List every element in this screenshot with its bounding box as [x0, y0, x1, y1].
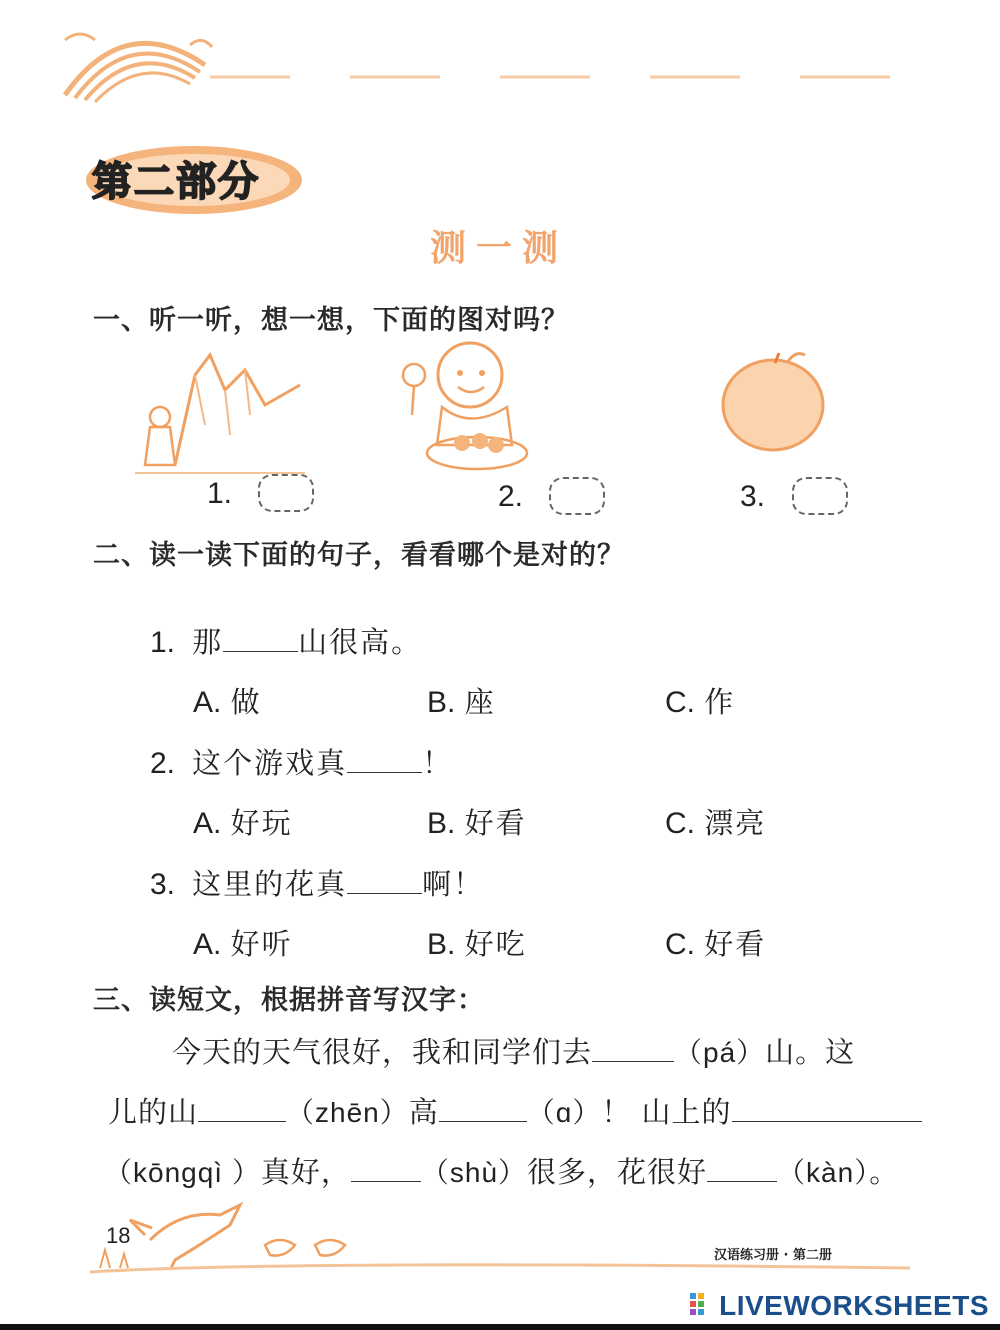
question-3	[150, 862, 484, 903]
question-text-after: 山很高。	[298, 625, 423, 659]
part-title: 第二部分	[92, 159, 260, 205]
option-1a[interactable]: A. 做	[193, 685, 262, 719]
rainbow-decoration	[55, 10, 215, 105]
item3-answer-box[interactable]	[792, 477, 848, 515]
question-text-after: 啊！	[422, 867, 485, 901]
item2-answer-box[interactable]	[549, 477, 605, 515]
passage-line-3: （kōngqì ）真好， （shù）很多，花很好 （kàn）。	[104, 1155, 900, 1189]
question-number: 3.	[150, 868, 176, 901]
option-1b[interactable]: B. 座	[427, 685, 496, 719]
question-text-before: 这里的花真	[192, 867, 348, 901]
option-3c[interactable]: C. 好看	[665, 927, 767, 961]
answer-blank[interactable]	[439, 1095, 527, 1122]
mountain-girl-illustration-icon	[135, 345, 305, 480]
page-subtitle: 测一测	[430, 227, 569, 269]
section1-heading: 一、听一听，想一想，下面的图对吗？	[93, 305, 569, 336]
option-2b[interactable]: B. 好看	[427, 806, 527, 840]
answer-blank[interactable]	[351, 1155, 421, 1182]
passage-line-2: 儿的山 （zhēn）高 （ɑ）！ 山上的	[108, 1090, 922, 1131]
option-3b[interactable]: B. 好吃	[427, 927, 527, 961]
question-number: 1.	[150, 626, 176, 659]
book-title: 汉语练习册 · 第二册	[714, 1248, 832, 1263]
option-2a[interactable]: A. 好玩	[193, 806, 293, 840]
answer-blank[interactable]	[347, 746, 422, 773]
answer-blank[interactable]	[347, 867, 422, 894]
section2-heading: 二、读一读下面的句子，看看哪个是对的？	[93, 540, 625, 571]
item3-number: 3.	[740, 480, 766, 513]
orange-illustration-icon	[715, 345, 835, 455]
child-with-fruit-illustration-icon	[392, 335, 542, 480]
question-1	[150, 620, 422, 661]
answer-blank[interactable]	[707, 1155, 777, 1182]
answer-blank[interactable]	[592, 1035, 674, 1062]
question-number: 2.	[150, 747, 176, 780]
brand-logo	[690, 1290, 989, 1322]
question-text-after: ！	[422, 746, 454, 780]
bottom-bar	[0, 1324, 1000, 1330]
question-2	[150, 741, 453, 782]
brand-name: LIVEWORKSHEETS	[719, 1290, 990, 1321]
answer-blank[interactable]	[732, 1095, 922, 1122]
question-text-before: 那	[192, 625, 224, 659]
item2-number: 2.	[498, 480, 524, 513]
question-text-before: 这个游戏真	[192, 746, 348, 780]
passage-line-1: 今天的天气很好，我和同学们去 （pá）山。这	[172, 1035, 856, 1069]
birds-illustration-icon	[90, 1190, 910, 1280]
option-3a[interactable]: A. 好听	[193, 927, 293, 961]
option-1c[interactable]: C. 作	[665, 685, 736, 719]
section3-heading: 三、读短文，根据拼音写汉字：	[93, 985, 485, 1016]
item1-answer-box[interactable]	[258, 474, 314, 512]
option-2c[interactable]: C. 漂亮	[665, 806, 767, 840]
dashed-line-decoration	[200, 72, 900, 82]
answer-blank[interactable]	[198, 1095, 286, 1122]
page-number: 18	[106, 1223, 131, 1248]
item1-number: 1.	[207, 477, 233, 510]
answer-blank[interactable]	[223, 625, 298, 652]
liveworksheets-logo-icon	[690, 1293, 714, 1319]
